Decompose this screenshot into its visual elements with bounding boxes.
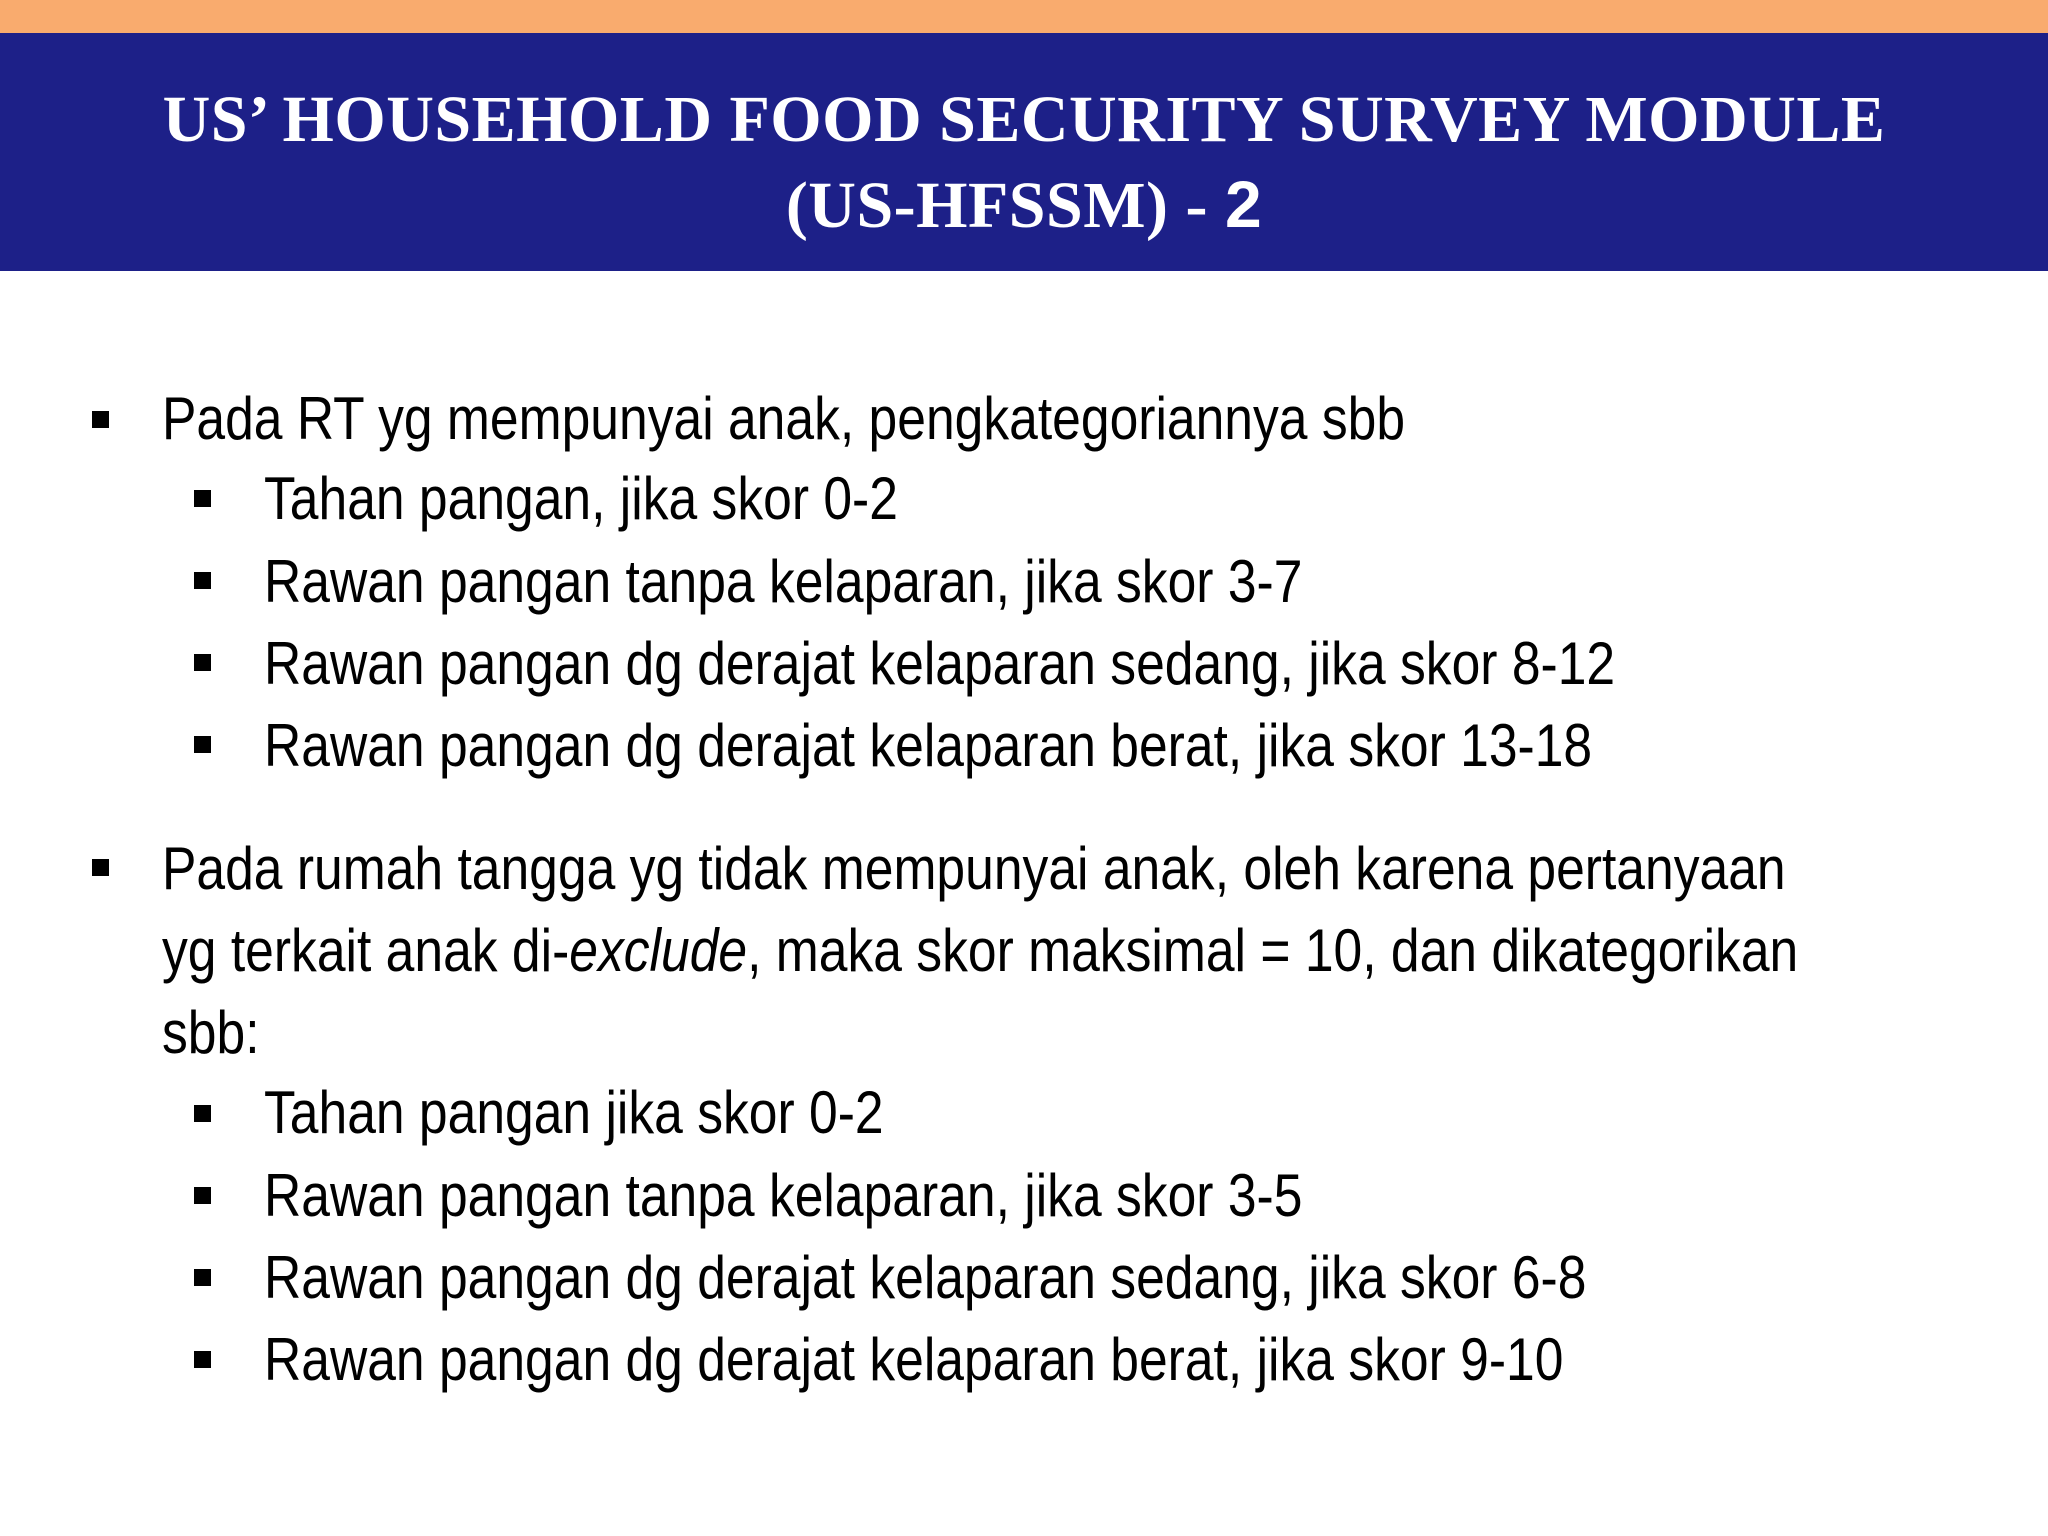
bullet-square-icon — [194, 1351, 211, 1368]
title-slide-number: 2 — [1224, 167, 1263, 241]
section2-item: Tahan pangan jika skor 0-2 — [264, 1079, 884, 1146]
bullet-square-icon — [194, 572, 211, 589]
title-line-2-text: (US-HFSSM) - — [785, 169, 1225, 242]
section1-item: Rawan pangan tanpa kelaparan, jika skor 3-7 — [264, 548, 1303, 615]
section2-line-2-post: , maka skor maksimal = 10, dan dikategorikan — [747, 917, 1799, 984]
bullet-square-icon — [194, 736, 211, 753]
section2-line-2-pre: yg terkait anak di- — [162, 917, 570, 984]
section2-line-2 — [162, 910, 1798, 992]
section2-item: Rawan pangan dg derajat kelaparan berat, jika skor 9-10 — [264, 1326, 1564, 1393]
bullet-square-icon — [92, 411, 109, 428]
bullet-square-icon — [194, 654, 211, 671]
title-line-1: US’ HOUSEHOLD FOOD SECURITY SURVEY MODULE — [162, 83, 1886, 156]
section1-item: Tahan pangan, jika skor 0-2 — [264, 465, 898, 532]
bullet-square-icon — [194, 490, 211, 507]
section2-line-2-emphasis: exclude — [569, 917, 748, 984]
section1-heading: Pada RT yg mempunyai anak, pengkategoriannya sbb — [162, 385, 1406, 452]
bullet-square-icon — [92, 859, 109, 876]
section1-item: Rawan pangan dg derajat kelaparan berat, jika skor 13-18 — [264, 712, 1593, 779]
section1-item: Rawan pangan dg derajat kelaparan sedang, jika skor 8-12 — [264, 630, 1616, 697]
bullet-square-icon — [194, 1105, 211, 1122]
section2-item: Rawan pangan dg derajat kelaparan sedang, jika skor 6-8 — [264, 1244, 1587, 1311]
section2-line-3: sbb: — [162, 999, 260, 1066]
section2-item: Rawan pangan tanpa kelaparan, jika skor 3-5 — [264, 1162, 1303, 1229]
bullet-square-icon — [194, 1187, 211, 1204]
bullet-square-icon — [194, 1269, 211, 1286]
section2-line-1: Pada rumah tangga yg tidak mempunyai anak, oleh karena pertanyaan — [162, 835, 1786, 902]
